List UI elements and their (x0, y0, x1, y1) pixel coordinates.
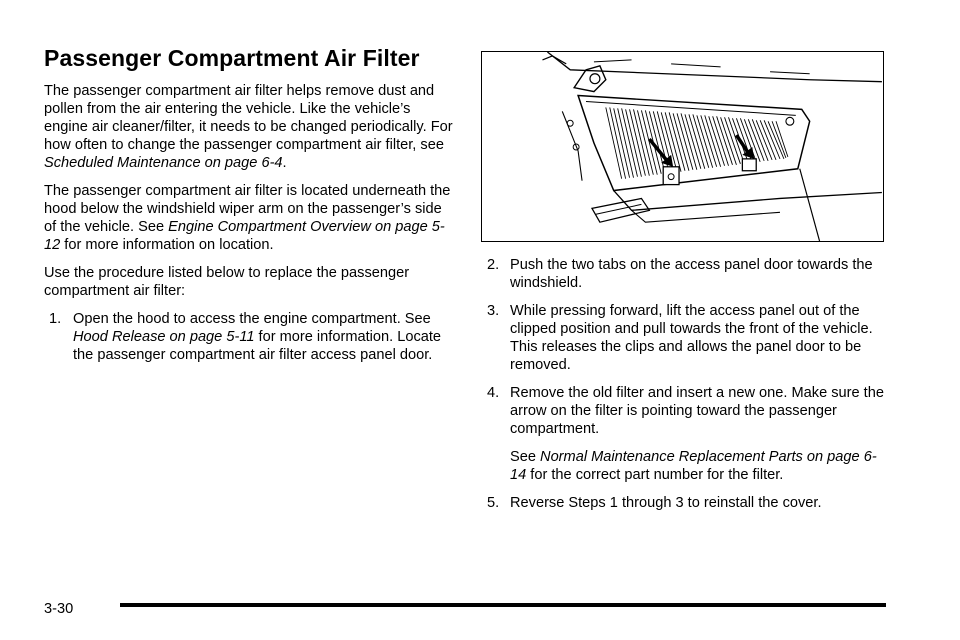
right-column (481, 51, 886, 522)
left-column (44, 44, 454, 374)
hood-release-link[interactable]: Hood Release on page 5-11 (73, 329, 255, 345)
steps-list-right-end (481, 494, 886, 512)
steps-list-right (481, 256, 886, 438)
steps-list-left (44, 310, 454, 364)
intro-paragraph: The passenger compartment air filter helps remove dust and pollen from the air entering the vehicle. Like the vehicle’s engine air cleaner/filter, it needs to be changed periodically. For how often to change the passenger compartment air filter, see Scheduled Maintenance on page 6-4. (44, 83, 453, 171)
page-number: 3-30 (44, 601, 74, 617)
step-4: 4. Remove the old filter and insert a new one. Make sure the arrow on the filter is pointing toward the passenger compartment. (487, 385, 884, 437)
air-filter-drawing (482, 52, 883, 241)
step-1: 1. Open the hood to access the engine compartment. See Hood Release on page 5-11 for more information. Locate the passenger compartment air filter access panel door. (49, 311, 442, 363)
scheduled-maintenance-link[interactable]: Scheduled Maintenance on page 6-4 (44, 155, 283, 171)
step-5: 5. Reverse Steps 1 through 3 to reinstall the cover. (487, 495, 822, 511)
location-paragraph: The passenger compartment air filter is located underneath the hood below the windshield wiper arm on the passenger’s side of the vehicle. See Engine Compartment Overview on page 5-12 for more information on location. (44, 183, 451, 253)
page-title: Passenger Compartment Air Filter (44, 45, 420, 71)
normal-maintenance-parts-link[interactable]: Normal Maintenance Replacement Parts on page 6-14 (510, 449, 877, 483)
step-3: 3. While pressing forward, lift the access panel out of the clipped position and pull towards the front of the vehicle. This releases the clips and allows the panel door to be removed. (487, 303, 873, 373)
footer-rule (120, 603, 886, 607)
procedure-intro: Use the procedure listed below to replace the passenger compartment air filter: (44, 265, 410, 299)
engine-compartment-overview-link[interactable]: Engine Compartment Overview on page 5-12 (44, 219, 445, 253)
step-4-note: See Normal Maintenance Replacement Parts on page 6-14 for the correct part number for the filter. (510, 449, 877, 483)
step-2: 2. Push the two tabs on the access panel door towards the windshield. (487, 257, 873, 291)
air-filter-illustration (481, 51, 884, 242)
